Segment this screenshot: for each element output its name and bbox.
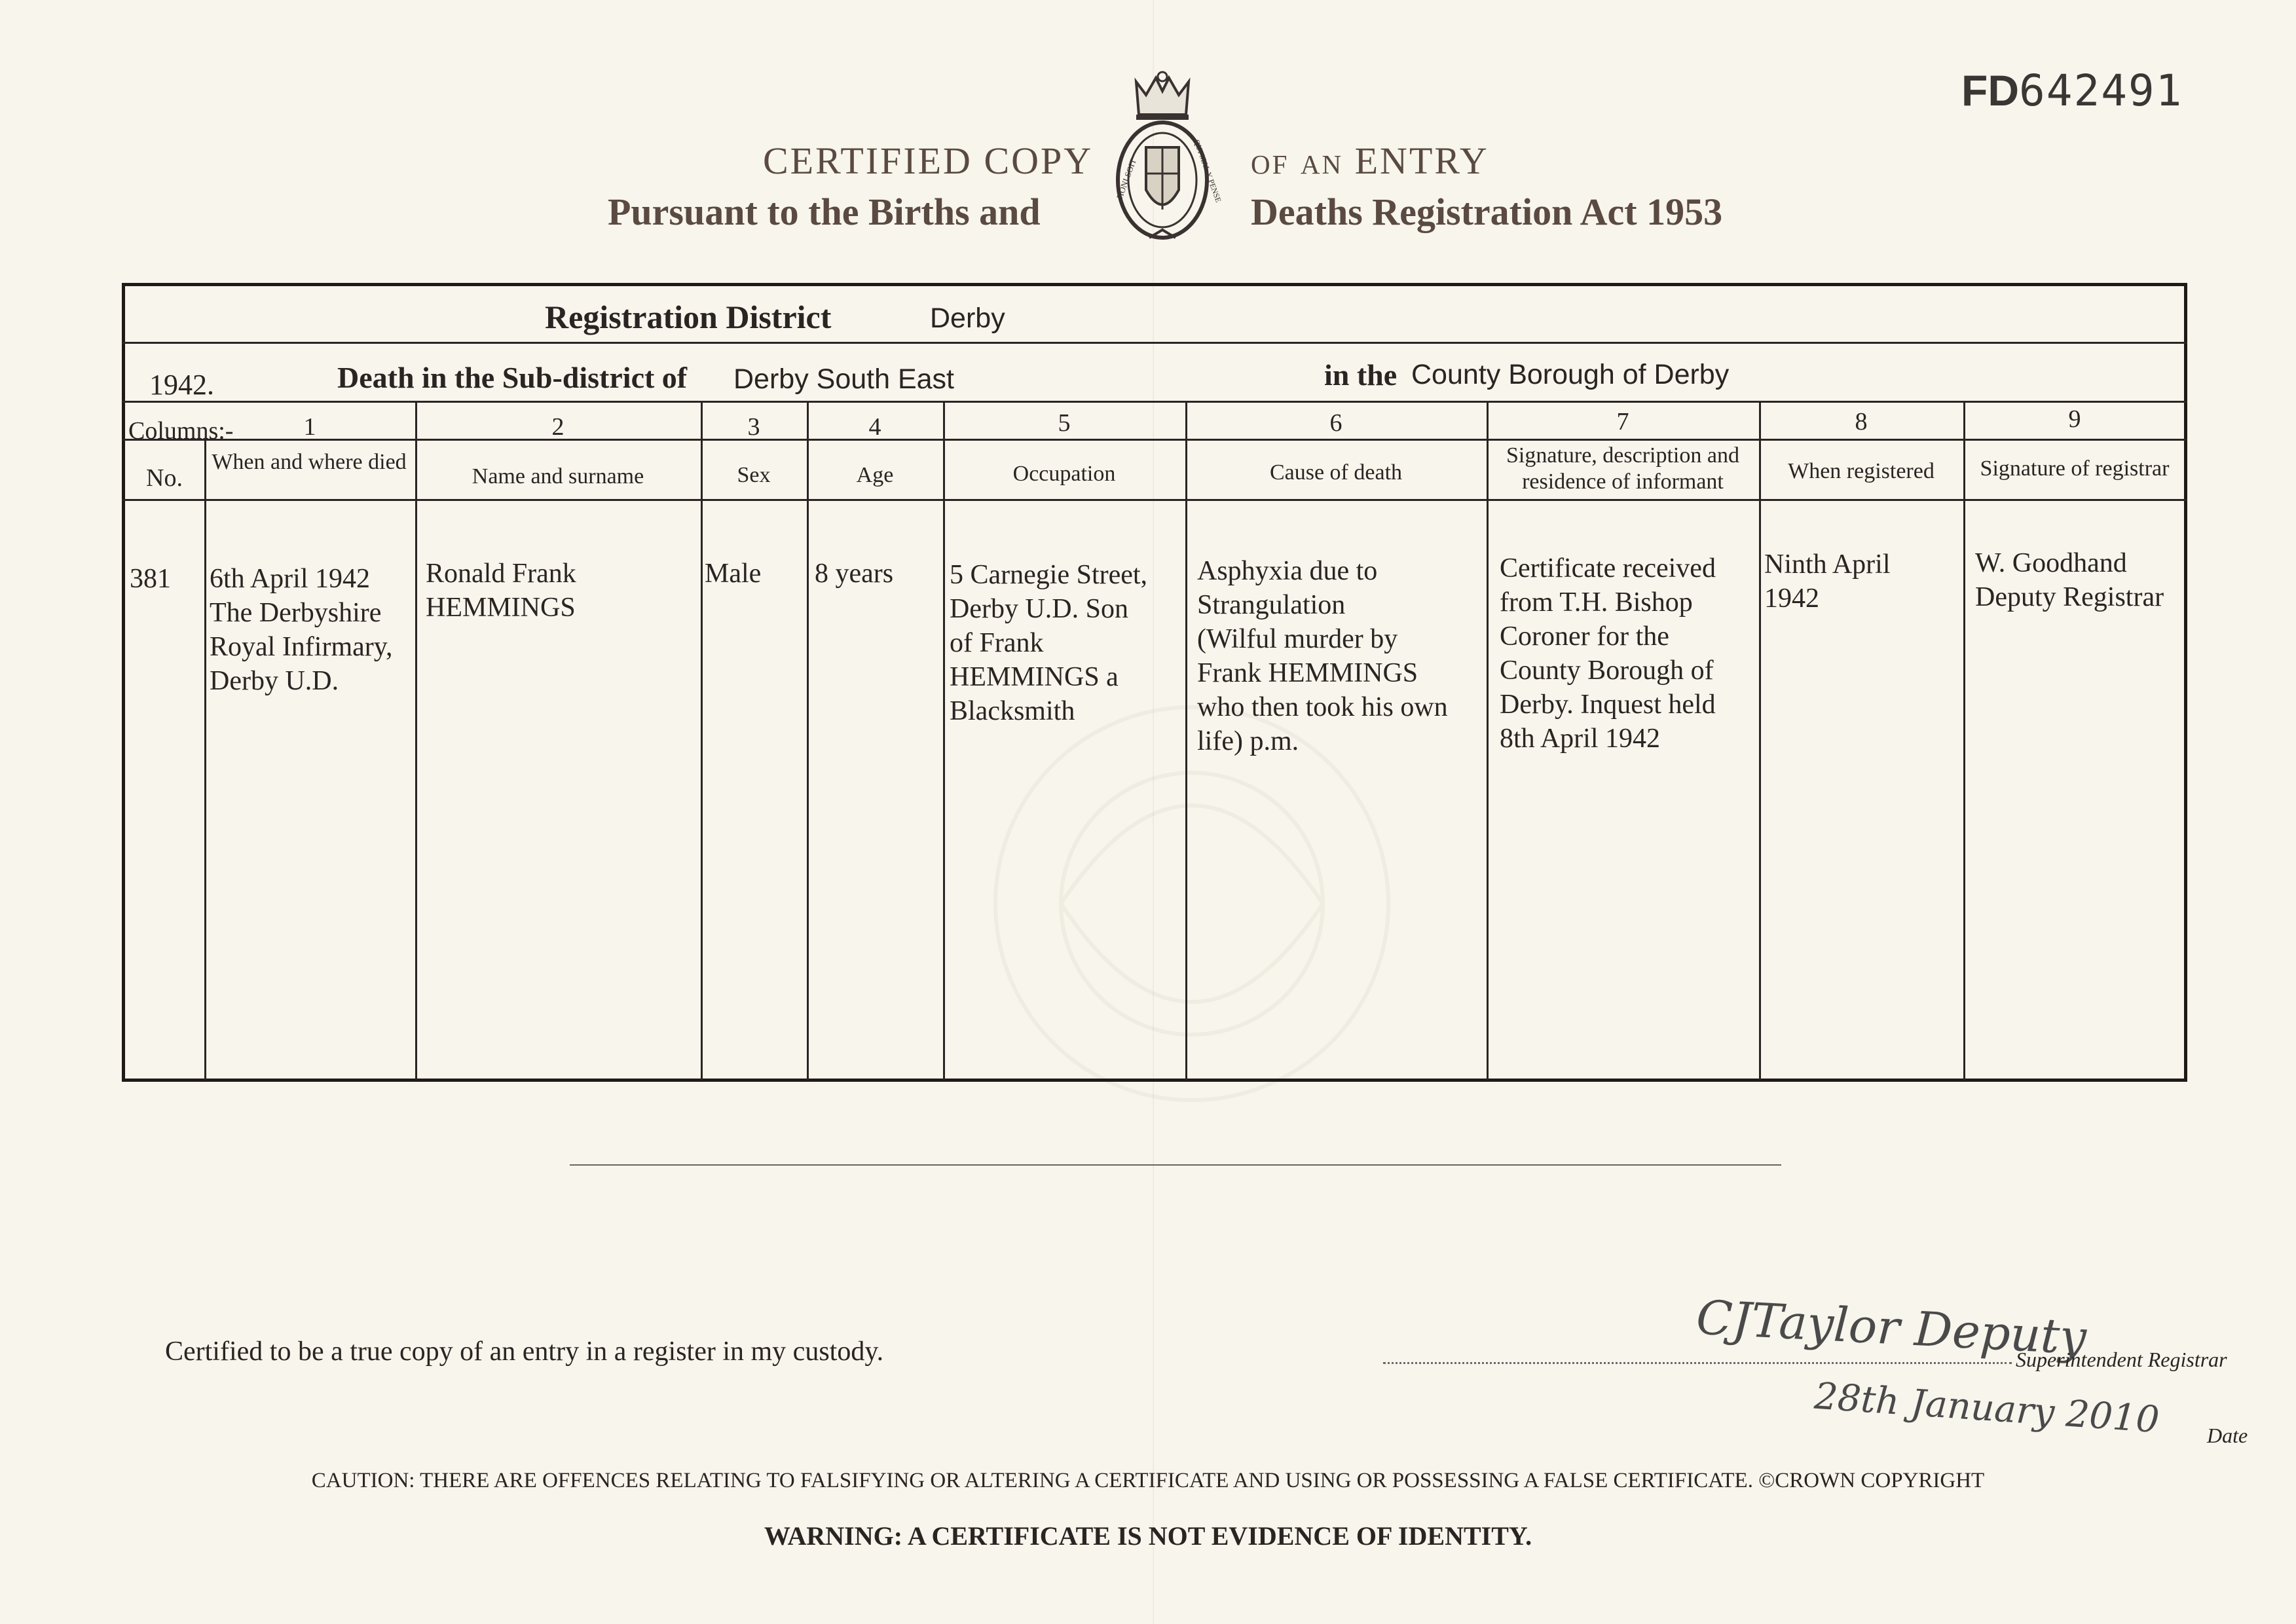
warning-text: WARNING: A CERTIFICATE IS NOT EVIDENCE OF IDENTITY. [764,1521,1532,1551]
header-age: Age [856,463,894,487]
record-informant [1500,551,1716,756]
signature-line [1383,1361,2012,1364]
district-label: Registration District [545,299,832,335]
record-line: 5 Carnegie Street, [950,560,1148,590]
col-divider [943,401,945,1080]
header-name: Name and surname [472,464,644,489]
col-divider [1487,401,1489,1080]
crest-motto-right: QUI MAL Y PENSE [1192,138,1223,204]
col-number-7: 7 [1616,408,1629,435]
col-divider [807,401,809,1080]
caution-text: CAUTION: THERE ARE OFFENCES RELATING TO FALSIFYING OR ALTERING A CERTIFICATE AND USING OR POSSESSING A FALSE CERTIFICATE. ©CROWN COPYRIGHT [311,1469,1985,1492]
entry-year: 1942. [149,369,214,401]
columns-label: Columns:- [128,417,234,445]
header-registrar: Signature of registrar [1980,456,2170,481]
header-informant: Signature, description and residence of informant [1506,443,1739,494]
record-line: 6th April 1942 [210,564,371,594]
col-number-5: 5 [1058,409,1071,437]
record-line: Derby. Inquest held [1500,690,1716,720]
title-right: of an ENTRY [1251,139,1489,182]
header-occupation: Occupation [1012,462,1116,486]
col-divider [701,401,703,1080]
crest-motto-left: HONI SOIT [1114,157,1138,201]
subtitle-right: Deaths Registration Act 1953 [1251,191,1723,233]
record-line: Royal Infirmary, [210,632,393,662]
col-divider [204,439,206,1080]
register-table [122,283,2187,1082]
col-divider [415,401,417,1080]
record-occupation [950,558,1147,728]
record-line: Deputy Registrar [1975,582,2164,612]
record-line: County Borough of [1500,655,1714,686]
col-number-3: 3 [747,413,760,441]
record-line: life) p.m. [1197,726,1299,756]
row-divider [122,499,2187,501]
county-label: in the [1324,358,1398,392]
col-number-6: 6 [1329,409,1342,437]
record-line: Certificate received [1500,553,1716,583]
subdistrict-value: Derby South East [733,363,955,395]
record-line: HEMMINGS a [950,662,1119,692]
header-registered: When registered [1788,459,1935,483]
record-line: The Derbyshire [210,598,382,628]
record-line: Blacksmith [950,696,1075,726]
signature-role: Superintendent Registrar [2016,1348,2227,1371]
header-sex: Sex [737,463,771,487]
royal-crest-icon [1110,69,1223,246]
subtitle-left: Pursuant to the Births and [608,191,1041,233]
col-number-1: 1 [303,413,316,441]
col-number-4: 4 [868,413,881,441]
col-divider [1185,401,1187,1080]
col-number-2: 2 [551,413,565,441]
record-line: Strangulation [1197,590,1346,620]
record-line: Ronald Frank [426,559,576,589]
col-number-9: 9 [2068,405,2081,433]
district-value: Derby [930,303,1005,334]
header-no: No. [146,464,183,492]
header-when-where: When and where died [212,450,407,474]
record-name [426,557,576,625]
col-divider [1759,401,1761,1080]
record-cause [1197,554,1448,758]
record-when-where [210,562,393,698]
separator-line [570,1164,1781,1166]
record-line: of Frank [950,628,1044,658]
record-registrar [1975,546,2164,614]
record-line: Frank HEMMINGS [1197,658,1418,688]
record-line: (Wilful murder by [1197,624,1398,654]
title-left: CERTIFIED COPY [763,139,1094,182]
subdistrict-label: Death in the Sub-district of [337,361,688,394]
county-value: County Borough of Derby [1411,359,1730,390]
record-line: 8th April 1942 [1500,724,1661,754]
record-registered [1764,547,1891,616]
row-divider [122,401,2187,403]
record-line: HEMMINGS [426,593,576,623]
date-value: 28th January 2010 [1813,1375,2161,1442]
serial-number: FD642491 [1961,65,2183,116]
col-divider [1963,401,1965,1080]
row-divider [122,342,2187,344]
record-line: Coroner for the [1500,621,1669,652]
col-number-8: 8 [1855,408,1868,435]
record-line: who then took his own [1197,692,1448,722]
record-sex: Male [705,559,762,589]
record-no: 381 [130,564,171,594]
record-line: Ninth April [1764,549,1891,580]
header-cause: Cause of death [1269,460,1403,485]
certified-text: Certified to be a true copy of an entry in a register in my custody. [165,1337,884,1367]
record-age: 8 years [815,559,894,589]
record-line: Asphyxia due to [1197,556,1378,586]
registrar-signature: CJTaylor Deputy [1695,1289,2088,1365]
record-line: W. Goodhand [1975,548,2127,578]
date-label: Date [2207,1424,2248,1447]
record-line: 1942 [1764,583,1819,614]
record-line: Derby U.D. Son [950,594,1128,624]
record-line: Derby U.D. [210,666,339,696]
record-line: from T.H. Bishop [1500,587,1693,618]
